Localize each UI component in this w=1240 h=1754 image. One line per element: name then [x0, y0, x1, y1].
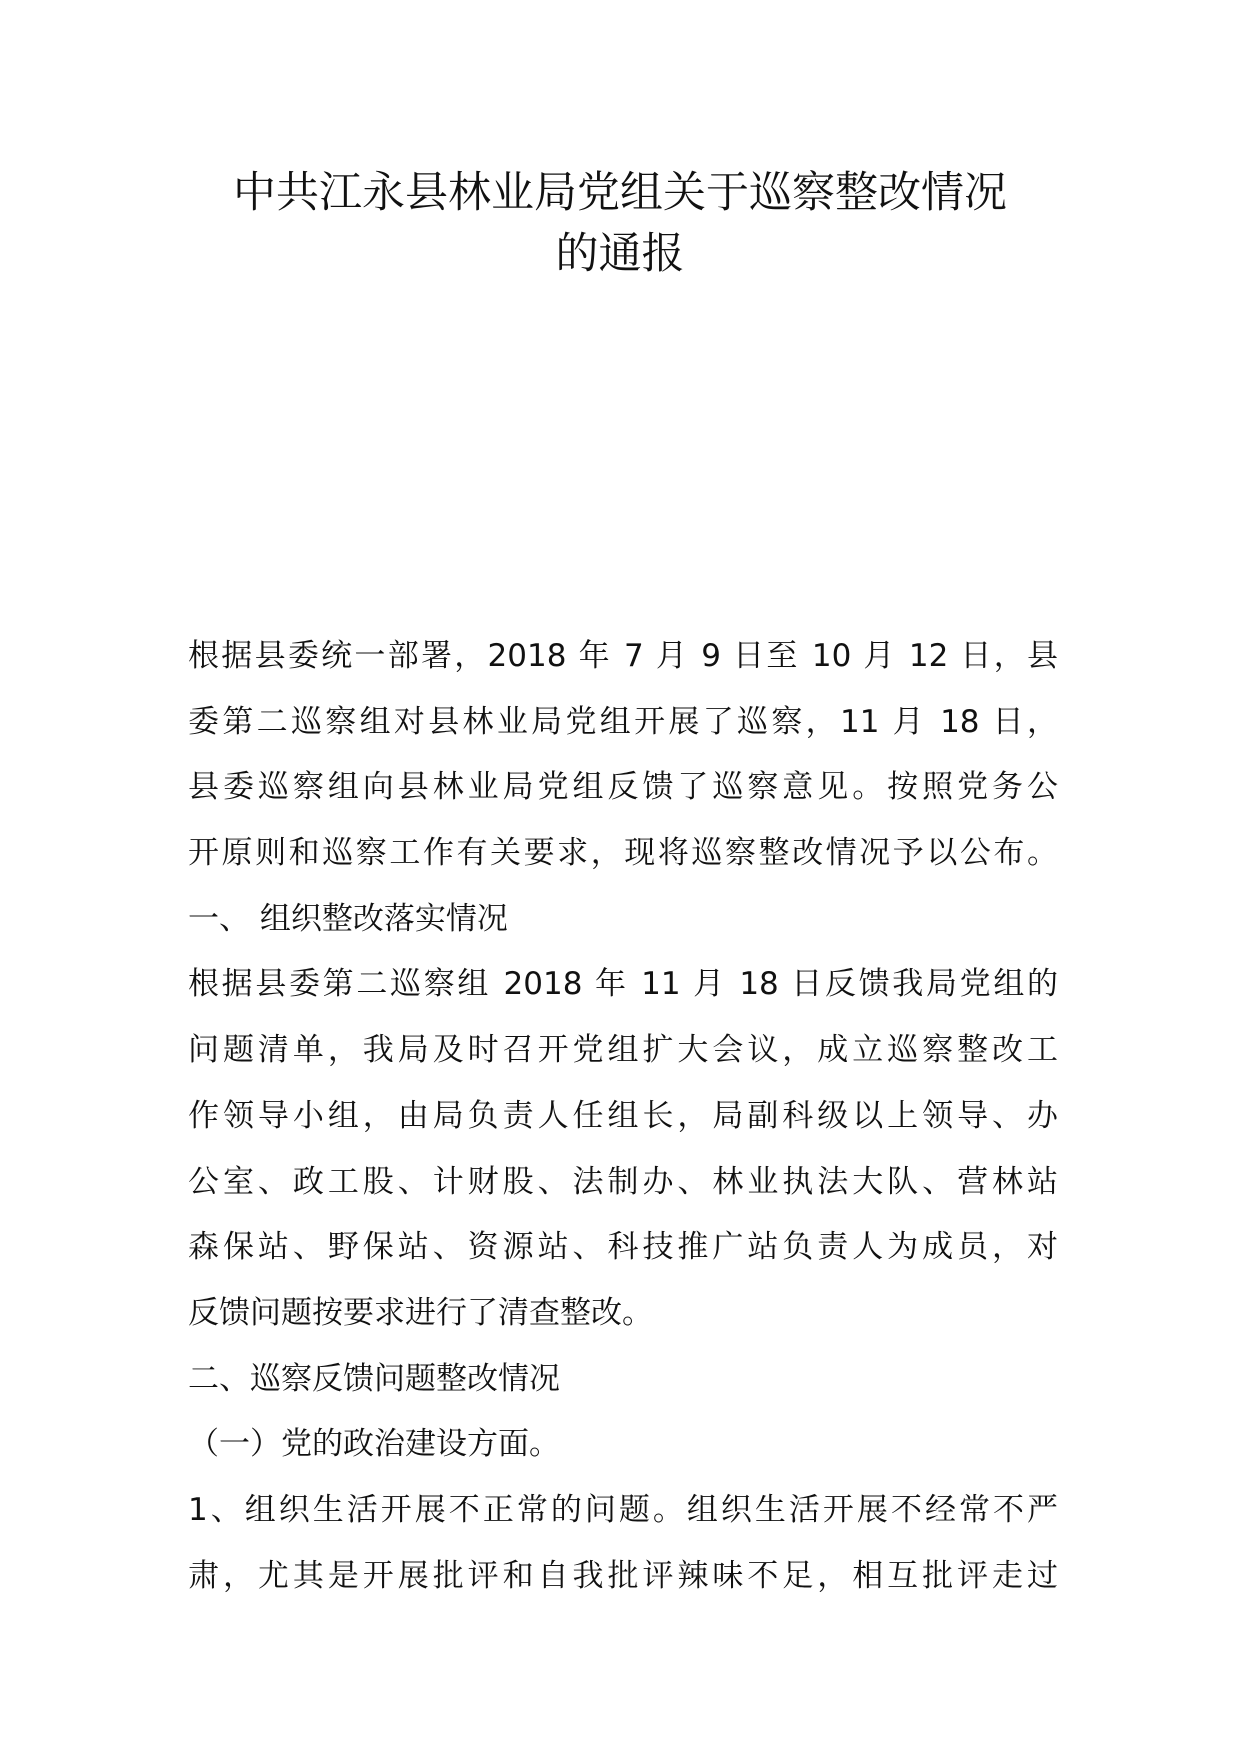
- section-heading: 一、 组织整改落实情况: [188, 900, 508, 937]
- document-title: [150, 163, 1090, 285]
- body-line: 根据县委统一部署，2018 年 7 月 9 日至 10 月 12 日，县: [188, 638, 1058, 674]
- body-line: 反馈问题按要求进行了清查整改。: [188, 1294, 653, 1331]
- body-line: 根据县委第二巡察组 2018 年 11 月 18 日反馈我局党组的: [188, 966, 1058, 1003]
- body-line: 委第二巡察组对县林业局党组开展了巡察，11 月 18 日，: [188, 703, 1058, 740]
- section-heading: 二、巡察反馈问题整改情况: [188, 1360, 560, 1397]
- title-line: 的通报: [555, 229, 685, 279]
- title-line: 中共江永县林业局党组关于巡察整改情况: [233, 168, 1007, 218]
- body-line: 问题清单，我局及时召开党组扩大会议，成立巡察整改工: [188, 1032, 1058, 1069]
- subsection-heading: （一）党的政治建设方面。: [188, 1426, 560, 1463]
- document-body: [188, 624, 1058, 1609]
- body-line: 作领导小组，由局负责人任组长，局副科级以上领导、办: [188, 1097, 1058, 1134]
- body-line: 肃，尤其是开展批评和自我批评辣味不足，相互批评走过: [188, 1557, 1058, 1594]
- body-line: 公室、政工股、计财股、法制办、林业执法大队、营林站: [188, 1163, 1058, 1200]
- body-line: 县委巡察组向县林业局党组反馈了巡察意见。按照党务公: [188, 769, 1058, 806]
- body-line: 1、组织生活开展不正常的问题。组织生活开展不经常不严: [188, 1491, 1058, 1528]
- body-line: 开原则和巡察工作有关要求，现将巡察整改情况予以公布。: [188, 835, 1058, 872]
- body-line: 森保站、野保站、资源站、科技推广站负责人为成员，对: [188, 1229, 1058, 1266]
